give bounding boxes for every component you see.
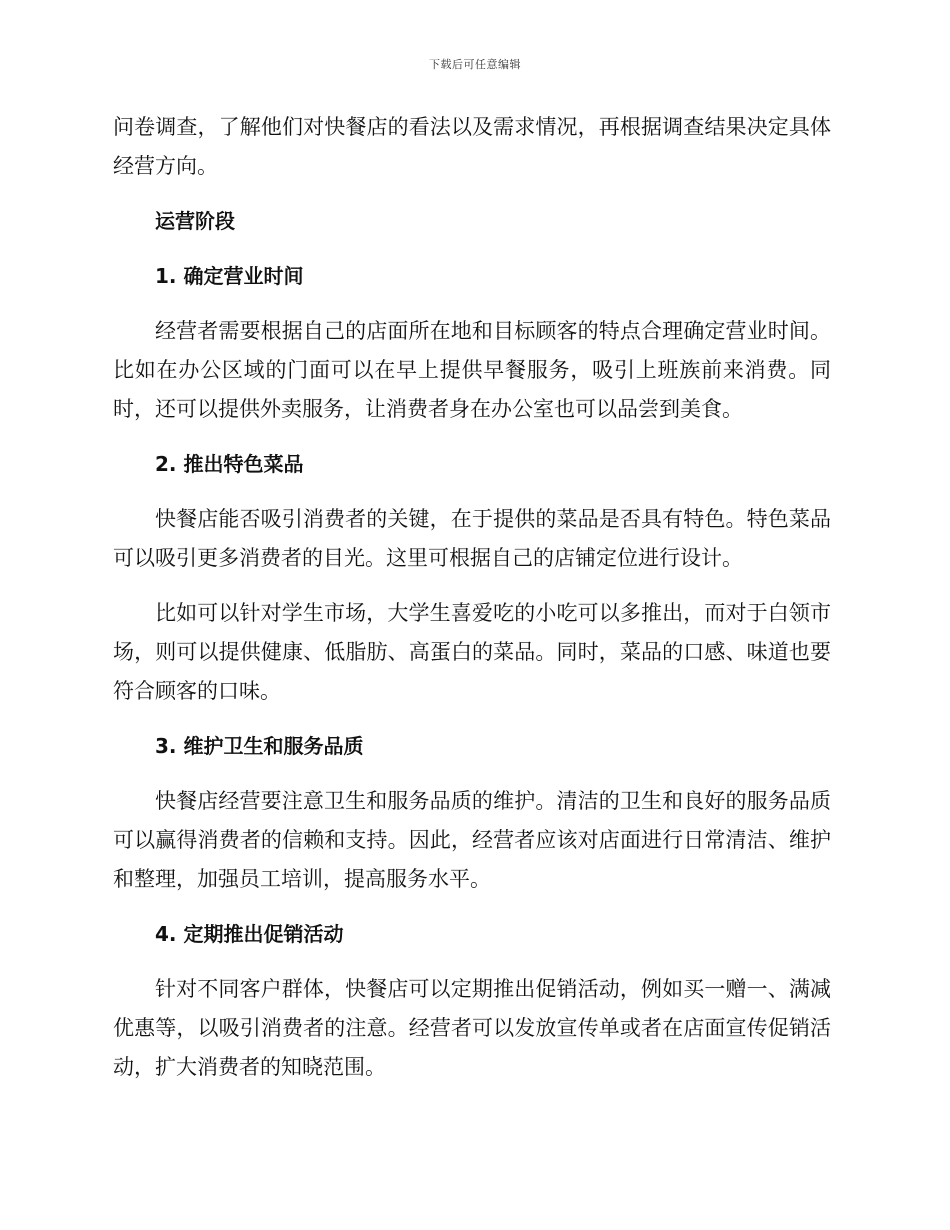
heading-promotions: 4. 定期推出促销活动 [155, 922, 344, 946]
paragraph-promotions: 针对不同客户群体，快餐店可以定期推出促销活动，例如买一赠一、满减优惠等，以吸引消费者的注意。经营者可以发放宣传单或者在店面宣传促销活动，扩大消费者的知晓范围。 [113, 977, 831, 1079]
heading-special-dishes: 2. 推出特色菜品 [155, 452, 304, 476]
section-heading-operation-stage: 运营阶段 [155, 209, 235, 233]
paragraph-special-dishes: 快餐店能否吸引消费者的关键，在于提供的菜品是否具有特色。特色菜品可以吸引更多消费者的目光。这里可根据自己的店铺定位进行设计。 [113, 507, 831, 570]
paragraph-business-hours: 经营者需要根据自己的店面所在地和目标顾客的特点合理确定营业时间。比如在办公区域的门面可以在早上提供早餐服务，吸引上班族前来消费。同时，还可以提供外卖服务，让消费者身在办公室也可以品尝到美食。 [113, 319, 831, 421]
paragraph-survey: 问卷调查，了解他们对快餐店的看法以及需求情况，再根据调查结果决定具体经营方向。 [113, 115, 831, 178]
paragraph-target-markets: 比如可以针对学生市场，大学生喜爱吃的小吃可以多推出，而对于白领市场，则可以提供健康、低脂肪、高蛋白的菜品。同时，菜品的口感、味道也要符合顾客的口味。 [113, 601, 831, 703]
document-body [113, 108, 831, 1103]
heading-business-hours: 1. 确定营业时间 [155, 264, 304, 288]
heading-hygiene-service: 3. 维护卫生和服务品质 [155, 734, 364, 758]
paragraph-hygiene-service: 快餐店经营要注意卫生和服务品质的维护。清洁的卫生和良好的服务品质可以赢得消费者的信赖和支持。因此，经营者应该对店面进行日常清洁、维护和整理，加强员工培训，提高服务水平。 [113, 789, 831, 891]
page-header: 下载后可任意编辑 [429, 58, 521, 71]
